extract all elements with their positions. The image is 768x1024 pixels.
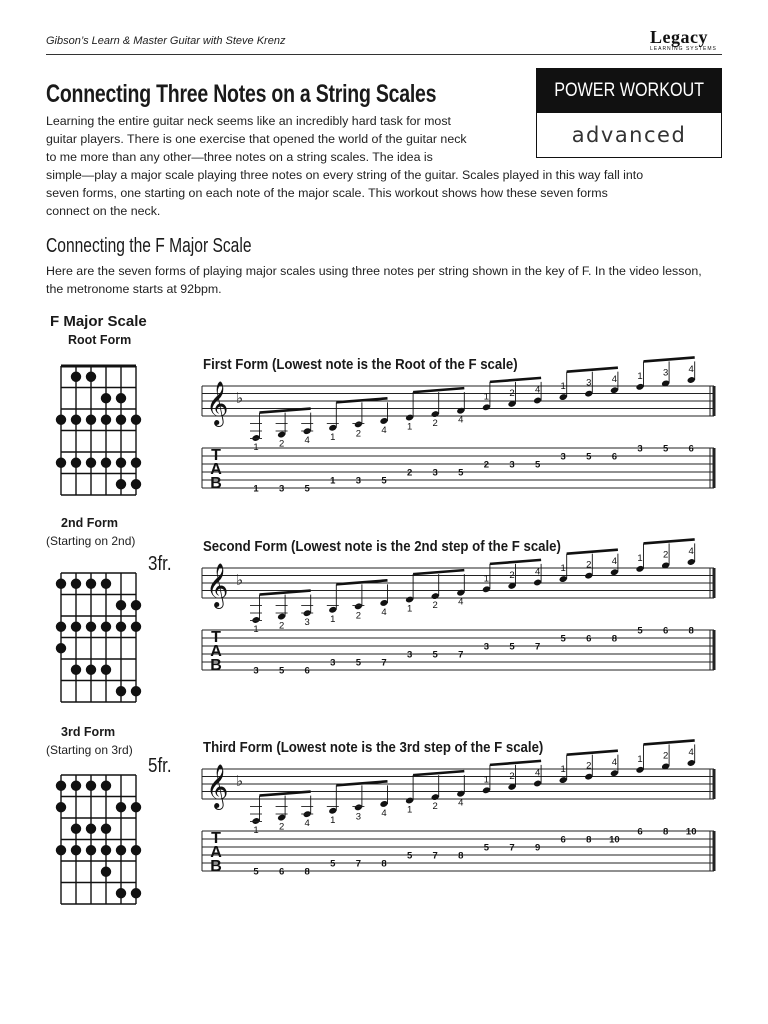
tab-fret-number: 3 bbox=[278, 483, 285, 495]
fingering-number: 4 bbox=[458, 596, 464, 608]
fingering-number: 4 bbox=[534, 566, 541, 578]
fingering-number: 4 bbox=[534, 384, 541, 396]
fingering-number: 1 bbox=[637, 753, 643, 765]
tab-fret-number: 6 bbox=[637, 826, 643, 838]
finger-dot bbox=[131, 479, 141, 489]
fingering-number: 2 bbox=[355, 610, 362, 622]
tab-fret-number: 7 bbox=[534, 641, 541, 653]
scale-title: F Major Scale bbox=[50, 313, 147, 330]
fingering-number: 4 bbox=[458, 797, 464, 809]
fret-marker-3rd: 5fr. bbox=[148, 755, 172, 777]
tab-fret-number: 1 bbox=[330, 475, 336, 487]
fretboard-diagram-root bbox=[54, 358, 144, 500]
fingering-number: 1 bbox=[483, 391, 490, 403]
tab-fret-number: 6 bbox=[304, 665, 310, 677]
treble-clef: 𝄞 bbox=[206, 565, 229, 607]
beam bbox=[490, 378, 541, 382]
finger-dot bbox=[56, 802, 66, 812]
tab-fret-number: 5 bbox=[586, 451, 592, 463]
tab-fret-number: 3 bbox=[509, 459, 515, 471]
finger-dot bbox=[56, 643, 66, 653]
fingering-number: 3 bbox=[662, 367, 669, 379]
finger-dot bbox=[131, 845, 141, 855]
tab-fret-number: 6 bbox=[662, 625, 669, 637]
finger-dot bbox=[101, 458, 111, 468]
tab-fret-number: 6 bbox=[560, 834, 566, 846]
beam bbox=[567, 368, 618, 372]
treble-clef: 𝄞 bbox=[206, 383, 229, 425]
section-title: Connecting the F Major Scale bbox=[46, 235, 252, 257]
legacy-logo bbox=[650, 28, 722, 54]
tab-fret-number: 8 bbox=[662, 826, 669, 838]
fingering-number: 2 bbox=[355, 428, 362, 440]
finger-dot bbox=[56, 781, 66, 791]
tab-letter: B bbox=[210, 475, 222, 492]
tab-fret-number: 7 bbox=[355, 858, 362, 870]
fingering-number: 2 bbox=[278, 821, 285, 833]
beam bbox=[413, 570, 464, 574]
beam bbox=[413, 771, 464, 775]
finger-dot bbox=[86, 579, 96, 589]
fingering-number: 1 bbox=[483, 774, 490, 786]
beam bbox=[490, 761, 541, 765]
fingering-number: 4 bbox=[304, 818, 310, 830]
beam bbox=[567, 550, 618, 554]
form-heading-2: Second Form (Lowest note is the 2nd step of the F scale) bbox=[203, 538, 561, 555]
tab-fret-number: 5 bbox=[534, 459, 541, 471]
beam bbox=[644, 539, 695, 543]
tab-fret-number: 3 bbox=[330, 657, 336, 669]
tab-fret-number: 10 bbox=[609, 834, 620, 846]
section-description: Here are the seven forms of playing major scales using three notes per string shown in the key of F. In the video lesson, the metronome starts at 92bpm. bbox=[46, 264, 702, 296]
tab-fret-number: 3 bbox=[355, 475, 362, 487]
tab-fret-number: 5 bbox=[253, 866, 259, 878]
finger-dot bbox=[101, 665, 111, 675]
fingering-number: 1 bbox=[637, 552, 643, 564]
fingering-number: 1 bbox=[560, 764, 566, 776]
tab-letter: A bbox=[210, 461, 222, 478]
finger-dot bbox=[116, 888, 126, 898]
beam bbox=[260, 591, 311, 595]
finger-dot bbox=[101, 824, 111, 834]
finger-dot bbox=[116, 600, 126, 610]
tab-fret-number: 10 bbox=[685, 826, 697, 838]
tab-fret-number: 6 bbox=[688, 443, 694, 455]
finger-dot bbox=[116, 802, 126, 812]
finger-dot bbox=[131, 622, 141, 632]
beam bbox=[567, 751, 618, 755]
intro-line: to me more than any other—three notes on a string scales. The idea is bbox=[46, 150, 433, 164]
intro-line: connect on the neck. bbox=[46, 204, 161, 218]
beam bbox=[260, 792, 311, 796]
tab-fret-number: 1 bbox=[253, 483, 259, 495]
tab-fret-number: 3 bbox=[406, 649, 413, 661]
fingering-number: 2 bbox=[509, 569, 515, 581]
tab-fret-number: 3 bbox=[483, 641, 490, 653]
tab-fret-number: 5 bbox=[278, 665, 285, 677]
fingering-number: 1 bbox=[330, 814, 336, 826]
fingering-number: 4 bbox=[304, 435, 310, 447]
tab-fret-number: 3 bbox=[432, 467, 438, 479]
tab-fret-number: 5 bbox=[483, 842, 490, 854]
fingering-number: 4 bbox=[688, 747, 694, 758]
intro-line: guitar players. There is one exercise that opened the world of the guitar neck bbox=[46, 132, 467, 146]
finger-dot bbox=[86, 781, 96, 791]
finger-dot bbox=[131, 415, 141, 425]
finger-dot bbox=[86, 415, 96, 425]
fingering-number: 2 bbox=[278, 438, 285, 450]
tab-fret-number: 5 bbox=[637, 625, 643, 637]
tab-letter: T bbox=[211, 447, 221, 464]
key-flat: ♭ bbox=[236, 390, 244, 407]
intro-paragraph bbox=[46, 112, 722, 220]
fingering-number: 2 bbox=[662, 549, 669, 561]
tab-letter: A bbox=[210, 844, 222, 861]
fret-marker-2nd: 3fr. bbox=[148, 553, 172, 575]
tab-fret-number: 5 bbox=[432, 649, 438, 661]
tab-fret-number: 6 bbox=[278, 866, 285, 878]
fingering-number: 1 bbox=[406, 804, 413, 816]
tab-fret-number: 7 bbox=[509, 842, 515, 854]
tab-fret-number: 8 bbox=[381, 858, 387, 870]
fingering-number: 2 bbox=[432, 418, 438, 430]
fingering-number: 1 bbox=[253, 825, 259, 836]
finger-dot bbox=[116, 845, 126, 855]
logo-main: Legacy bbox=[650, 27, 708, 47]
fretboard-diagram-3rd bbox=[54, 767, 144, 901]
finger-dot bbox=[116, 458, 126, 468]
finger-dot bbox=[71, 665, 81, 675]
finger-dot bbox=[71, 622, 81, 632]
tab-fret-number: 5 bbox=[662, 443, 669, 455]
finger-dot bbox=[131, 600, 141, 610]
logo-sub: LEARNING SYSTEMS bbox=[650, 46, 717, 52]
intro-line: seven forms, one starting on each note of the major scale. This workout shows how these seven forms bbox=[46, 186, 608, 200]
tab-fret-number: 6 bbox=[611, 451, 618, 463]
finger-dot bbox=[131, 686, 141, 696]
fingering-number: 2 bbox=[586, 559, 592, 571]
finger-dot bbox=[71, 458, 81, 468]
fingering-number: 2 bbox=[662, 750, 669, 762]
finger-dot bbox=[56, 622, 66, 632]
tab-fret-number: 9 bbox=[534, 842, 541, 854]
fingering-number: 2 bbox=[509, 770, 515, 782]
tab-fret-number: 5 bbox=[509, 641, 515, 653]
header-title: Gibson’s Learn & Master Guitar with Steve Krenz bbox=[46, 35, 286, 47]
tab-fret-number: 8 bbox=[304, 866, 310, 878]
fingering-number: 1 bbox=[330, 431, 336, 443]
beam bbox=[490, 560, 541, 564]
fretboard-diagram-2nd bbox=[54, 565, 144, 699]
fingering-number: 4 bbox=[688, 546, 694, 557]
form-label-2nd: 2nd Form bbox=[61, 516, 118, 530]
finger-dot bbox=[116, 622, 126, 632]
beam bbox=[336, 781, 387, 785]
finger-dot bbox=[86, 824, 96, 834]
finger-dot bbox=[86, 372, 96, 382]
tab-fret-number: 3 bbox=[253, 665, 259, 677]
tab-fret-number: 3 bbox=[560, 451, 566, 463]
form-sublabel-2nd: (Starting on 2nd) bbox=[46, 534, 136, 548]
tab-fret-number: 8 bbox=[586, 834, 592, 846]
fingering-number: 1 bbox=[560, 563, 566, 575]
fingering-number: 4 bbox=[534, 767, 541, 779]
fingering-number: 1 bbox=[253, 624, 259, 635]
tab-fret-number: 8 bbox=[688, 625, 694, 637]
fingering-number: 4 bbox=[688, 364, 694, 375]
finger-dot bbox=[131, 888, 141, 898]
beam bbox=[260, 409, 311, 413]
tab-fret-number: 7 bbox=[432, 850, 438, 862]
form-heading-3: Third Form (Lowest note is the 3rd step of the F scale) bbox=[203, 739, 544, 756]
fingering-number: 4 bbox=[381, 424, 387, 436]
finger-dot bbox=[116, 686, 126, 696]
tab-fret-number: 6 bbox=[586, 633, 592, 645]
tab-fret-number: 7 bbox=[381, 657, 387, 669]
form-heading-1: First Form (Lowest note is the Root of the F scale) bbox=[203, 356, 518, 373]
fingering-number: 3 bbox=[304, 617, 310, 629]
tab-letter: T bbox=[211, 629, 221, 646]
tab-fret-number: 5 bbox=[560, 633, 566, 645]
finger-dot bbox=[101, 579, 111, 589]
finger-dot bbox=[101, 845, 111, 855]
finger-dot bbox=[71, 372, 81, 382]
finger-dot bbox=[101, 781, 111, 791]
finger-dot bbox=[56, 845, 66, 855]
form-sublabel-3rd: (Starting on 3rd) bbox=[46, 743, 133, 757]
finger-dot bbox=[86, 665, 96, 675]
tab-letter: B bbox=[210, 657, 222, 674]
tab-fret-number: 8 bbox=[458, 850, 464, 862]
fingering-number: 2 bbox=[278, 620, 285, 632]
form-label-3rd: 3rd Form bbox=[61, 725, 116, 739]
fingering-number: 2 bbox=[586, 760, 592, 772]
finger-dot bbox=[71, 415, 81, 425]
tab-letter: A bbox=[210, 643, 222, 660]
finger-dot bbox=[116, 415, 126, 425]
tab-fret-number: 5 bbox=[304, 483, 310, 495]
key-flat: ♭ bbox=[236, 773, 244, 790]
tab-fret-number: 7 bbox=[458, 649, 464, 661]
tab-fret-number: 5 bbox=[381, 475, 387, 487]
fingering-number: 4 bbox=[611, 757, 618, 769]
beam bbox=[644, 740, 695, 744]
fingering-number: 1 bbox=[406, 421, 413, 433]
form-label-root: Root Form bbox=[68, 333, 132, 347]
fingering-number: 1 bbox=[253, 442, 259, 453]
tab-fret-number: 8 bbox=[611, 633, 618, 645]
tab-fret-number: 5 bbox=[458, 467, 464, 479]
finger-dot bbox=[71, 781, 81, 791]
finger-dot bbox=[101, 393, 111, 403]
tab-fret-number: 2 bbox=[406, 467, 413, 479]
fingering-number: 2 bbox=[509, 387, 515, 399]
fingering-number: 1 bbox=[406, 603, 413, 615]
finger-dot bbox=[131, 802, 141, 812]
beam bbox=[413, 388, 464, 392]
tab-fret-number: 2 bbox=[483, 459, 490, 471]
finger-dot bbox=[86, 622, 96, 632]
finger-dot bbox=[56, 458, 66, 468]
finger-dot bbox=[116, 393, 126, 403]
fingering-number: 4 bbox=[611, 374, 618, 386]
finger-dot bbox=[86, 458, 96, 468]
beam bbox=[644, 357, 695, 361]
page-title: Connecting Three Notes on a String Scales bbox=[46, 80, 437, 108]
fingering-number: 4 bbox=[381, 807, 387, 819]
header-rule bbox=[46, 54, 722, 55]
tab-fret-number: 3 bbox=[637, 443, 643, 455]
finger-dot bbox=[116, 479, 126, 489]
finger-dot bbox=[101, 867, 111, 877]
finger-dot bbox=[56, 579, 66, 589]
fingering-number: 2 bbox=[432, 600, 438, 612]
intro-line: simple—play a major scale playing three notes on every string of the guitar. Scales played in this way fall into bbox=[46, 168, 644, 182]
fingering-number: 4 bbox=[611, 556, 618, 568]
fingering-number: 4 bbox=[458, 414, 464, 426]
finger-dot bbox=[101, 415, 111, 425]
finger-dot bbox=[71, 845, 81, 855]
fingering-number: 2 bbox=[432, 801, 438, 813]
finger-dot bbox=[71, 579, 81, 589]
fingering-number: 1 bbox=[637, 370, 643, 382]
key-flat: ♭ bbox=[236, 572, 244, 589]
tab-fret-number: 5 bbox=[355, 657, 362, 669]
fingering-number: 4 bbox=[381, 606, 387, 618]
fingering-number: 3 bbox=[586, 377, 592, 389]
tab-fret-number: 5 bbox=[406, 850, 413, 862]
badge-top-label bbox=[537, 69, 721, 113]
treble-clef: 𝄞 bbox=[206, 766, 229, 808]
intro-line: Learning the entire guitar neck seems like an incredibly hard task for most bbox=[46, 114, 451, 128]
tab-fret-number: 5 bbox=[330, 858, 336, 870]
fingering-number: 1 bbox=[483, 573, 490, 585]
finger-dot bbox=[101, 622, 111, 632]
beam bbox=[336, 580, 387, 584]
badge-top-text: POWER WORKOUT bbox=[554, 80, 704, 101]
finger-dot bbox=[86, 845, 96, 855]
finger-dot bbox=[56, 415, 66, 425]
tab-letter: B bbox=[210, 858, 222, 875]
tab-letter: T bbox=[211, 830, 221, 847]
finger-dot bbox=[71, 824, 81, 834]
badge-level: advanced bbox=[571, 123, 687, 147]
fingering-number: 3 bbox=[355, 811, 362, 823]
beam bbox=[336, 398, 387, 402]
fingering-number: 1 bbox=[330, 613, 336, 625]
finger-dot bbox=[131, 458, 141, 468]
fingering-number: 1 bbox=[560, 381, 566, 393]
